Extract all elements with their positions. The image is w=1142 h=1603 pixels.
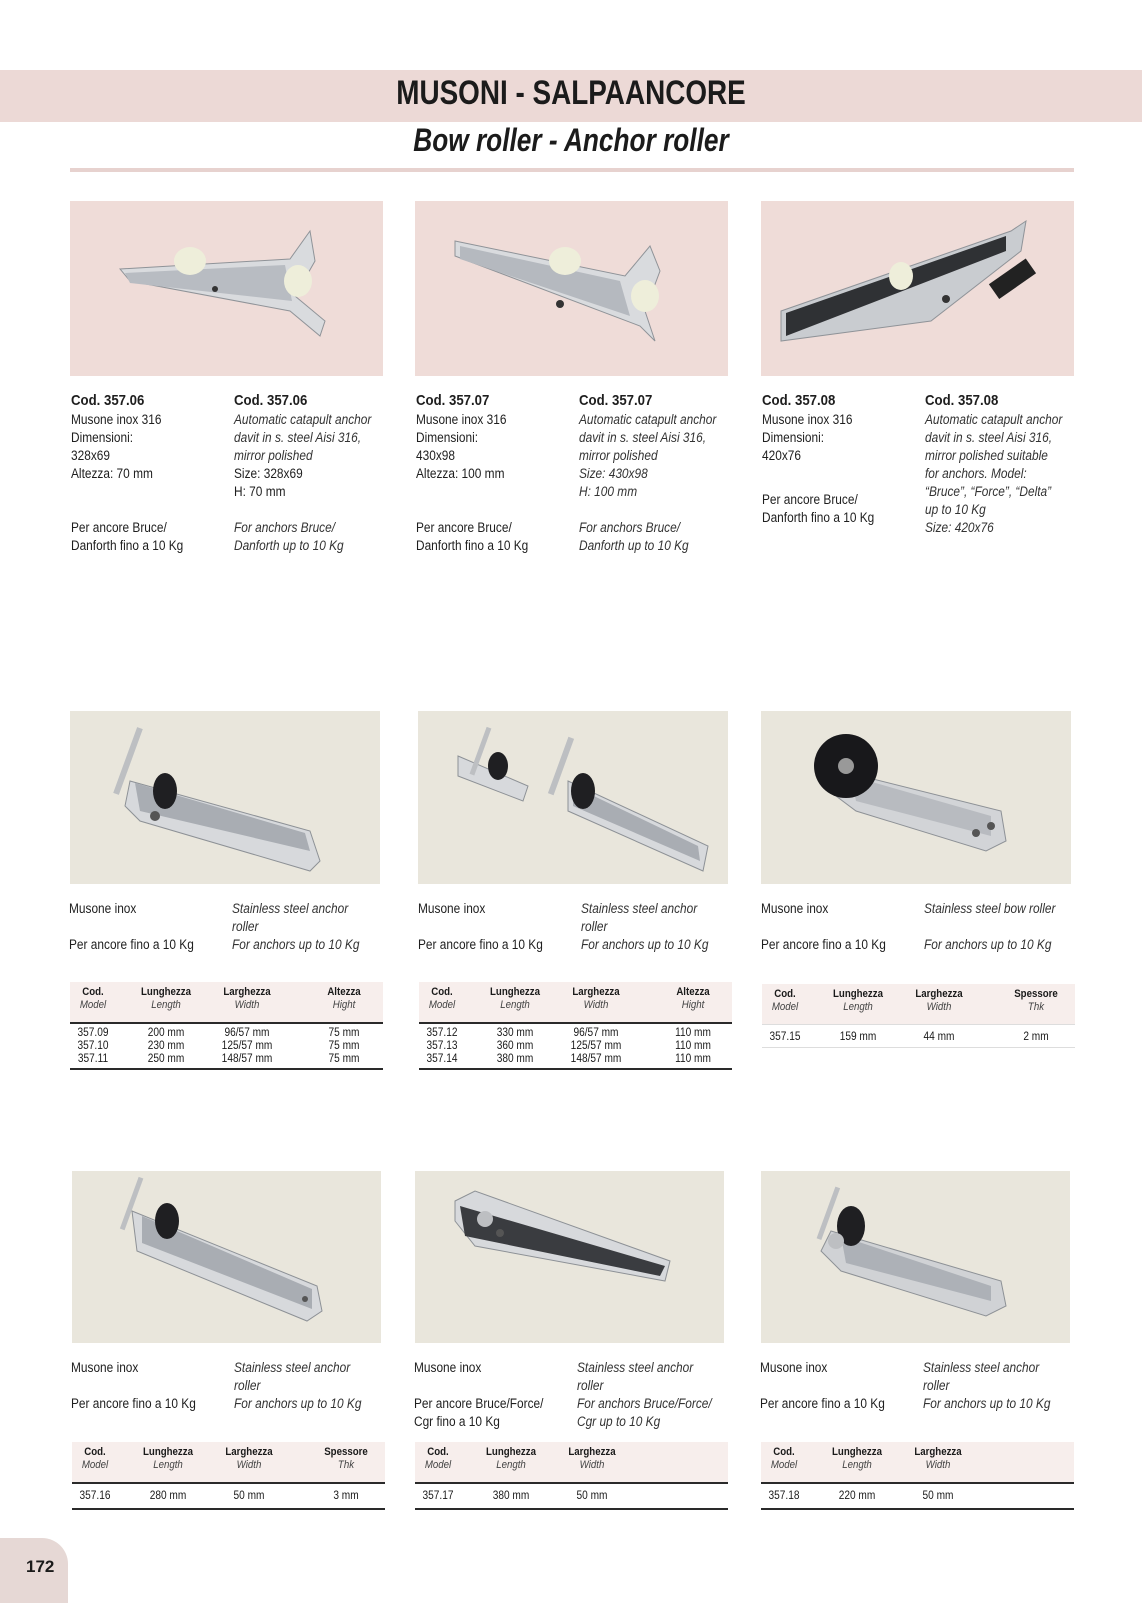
product-name-it: Musone inox — [69, 901, 137, 916]
spec-table — [415, 1442, 728, 1510]
table-cell-width: 148/57 mm — [570, 1053, 622, 1065]
col-header-length: Lunghezza Length — [140, 986, 192, 1011]
table-cell-width: 148/57 mm — [221, 1053, 273, 1065]
product-note-en: For anchors up to 10 Kg — [924, 937, 1052, 952]
product-photo-357-18 — [761, 1171, 1070, 1343]
table-cell-length: 380 mm — [496, 1053, 534, 1065]
col-header-width: Larghezza Width — [223, 986, 271, 1011]
col-header-length: Lunghezza Length — [831, 1446, 883, 1471]
spec-table-header — [70, 982, 383, 1022]
col-header-height: Altezza Hight — [676, 986, 710, 1011]
table-rule — [72, 1508, 385, 1510]
spec-table-header — [761, 1442, 1074, 1482]
product-note-en: For anchors up to 10 Kg — [923, 1396, 1051, 1411]
product-code: Cod. 357.06 — [71, 392, 145, 409]
page-subtitle: Bow roller - Anchor roller — [413, 122, 729, 158]
table-cell-code: 357.13 — [426, 1040, 458, 1052]
product-note-it: Danforth fino a 10 Kg — [71, 538, 184, 553]
product-name-it: Musone inox — [418, 901, 486, 916]
product-name-en: Stainless steel anchor — [577, 1360, 694, 1375]
table-cell-height: 110 mm — [675, 1027, 711, 1039]
table-body — [70, 1024, 383, 1068]
product-desc-en: davit in s. steel Aisi 316, — [234, 430, 362, 445]
spec-table-header — [419, 982, 732, 1022]
page-title: MUSONI - SALPAANCORE — [396, 74, 746, 112]
product-name-en: roller — [581, 919, 608, 934]
product-note-en: Danforth up to 10 Kg — [579, 538, 689, 553]
table-cell-length: 230 mm — [147, 1040, 185, 1052]
product-photo-357-12 — [418, 711, 728, 884]
product-note-it: Per ancore Bruce/Force/ — [414, 1396, 544, 1411]
table-cell-thickness: 2 mm — [1023, 1031, 1049, 1043]
table-cell-code: 357.16 — [79, 1490, 111, 1502]
col-header-width: Larghezza Width — [572, 986, 620, 1011]
product-photo-357-06 — [70, 201, 383, 376]
product-desc-en: “Bruce”, “Force”, “Delta” — [925, 484, 1052, 499]
table-cell-height: 75 mm — [328, 1027, 360, 1039]
col-header-code: Cod. Model — [428, 986, 456, 1011]
table-body — [419, 1024, 732, 1068]
product-note-it: Per ancore fino a 10 Kg — [760, 1396, 885, 1411]
col-header-code: Cod. Model — [79, 986, 107, 1011]
product-desc-it: Musone inox 316 — [762, 412, 853, 427]
col-header-code: Cod. Model — [424, 1446, 452, 1471]
table-cell-height: 110 mm — [675, 1040, 711, 1052]
table-cell-length: 200 mm — [147, 1027, 185, 1039]
table-cell-length: 360 mm — [496, 1040, 534, 1052]
product-note-en: For anchors Bruce/Force/ — [577, 1396, 712, 1411]
product-name-en: roller — [923, 1378, 950, 1393]
product-note-it: Cgr fino a 10 Kg — [414, 1414, 500, 1429]
product-note-it: Per ancore fino a 10 Kg — [71, 1396, 196, 1411]
product-code: Cod. 357.06 — [234, 392, 308, 409]
product-name-en: roller — [234, 1378, 261, 1393]
product-note-en: For anchors up to 10 Kg — [232, 937, 360, 952]
spec-table-header — [72, 1442, 385, 1482]
table-cell-length: 220 mm — [838, 1490, 876, 1502]
product-desc-it: Musone inox 316 — [416, 412, 507, 427]
table-cell-height: 75 mm — [328, 1053, 360, 1065]
spec-table — [419, 982, 732, 1070]
product-photo-357-16 — [72, 1171, 381, 1343]
table-rule — [415, 1508, 728, 1510]
product-desc-it: Dimensioni: — [762, 430, 825, 445]
product-note-it: Danforth fino a 10 Kg — [762, 510, 875, 525]
spec-table — [762, 984, 1075, 1048]
spec-table — [72, 1442, 385, 1510]
table-cell-width: 50 mm — [922, 1490, 954, 1502]
product-desc-it: Dimensioni: — [71, 430, 134, 445]
table-cell-width: 50 mm — [576, 1490, 608, 1502]
product-note-en: For anchors Bruce/ — [579, 520, 681, 535]
table-cell-width: 125/57 mm — [221, 1040, 273, 1052]
product-name-en: roller — [577, 1378, 604, 1393]
page-number: 172 — [26, 1557, 55, 1576]
product-note-it: Per ancore fino a 10 Kg — [418, 937, 543, 952]
product-name-en: Stainless steel anchor — [923, 1360, 1040, 1375]
table-cell-code: 357.10 — [77, 1040, 109, 1052]
table-cell-thickness: 3 mm — [333, 1490, 359, 1502]
product-desc-en: Size: 430x98 — [579, 466, 648, 481]
spec-table — [761, 1442, 1074, 1510]
table-rule — [70, 1068, 383, 1070]
product-note-it: Per ancore Bruce/ — [762, 492, 858, 507]
product-desc-it: 430x98 — [416, 448, 455, 463]
col-header-width: Larghezza Width — [914, 1446, 962, 1471]
col-header-length: Lunghezza Length — [832, 988, 884, 1013]
table-rule — [419, 1068, 732, 1070]
product-note-it: Per ancore Bruce/ — [71, 520, 167, 535]
product-name-en: Stainless steel anchor — [234, 1360, 351, 1375]
product-photo-357-07 — [415, 201, 728, 376]
product-note-it: Per ancore fino a 10 Kg — [69, 937, 194, 952]
product-desc-it: Altezza: 70 mm — [71, 466, 153, 481]
product-name-it: Musone inox — [760, 1360, 828, 1375]
table-cell-length: 159 mm — [839, 1031, 877, 1043]
product-photo-357-08 — [761, 201, 1074, 376]
product-desc-it: Musone inox 316 — [71, 412, 162, 427]
product-desc-en: mirror polished suitable — [925, 448, 1048, 463]
table-cell-code: 357.15 — [769, 1031, 801, 1043]
table-body — [72, 1484, 385, 1508]
table-body — [762, 1025, 1075, 1047]
product-desc-en: H: 70 mm — [234, 484, 286, 499]
table-body — [415, 1484, 728, 1508]
product-desc-en: up to 10 Kg — [925, 502, 986, 517]
table-cell-code: 357.09 — [77, 1027, 109, 1039]
table-cell-width: 96/57 mm — [573, 1027, 619, 1039]
product-desc-it: Dimensioni: — [416, 430, 479, 445]
table-cell-length: 250 mm — [147, 1053, 185, 1065]
product-note-it: Per ancore fino a 10 Kg — [761, 937, 886, 952]
col-header-thickness: Spessore Thk — [1014, 988, 1058, 1013]
col-header-height: Altezza Hight — [327, 986, 361, 1011]
product-photo-357-17 — [415, 1171, 724, 1343]
product-note-en: For anchors up to 10 Kg — [234, 1396, 362, 1411]
product-note-en: For anchors Bruce/ — [234, 520, 336, 535]
table-cell-width: 125/57 mm — [570, 1040, 622, 1052]
product-name-it: Musone inox — [414, 1360, 482, 1375]
table-cell-width: 44 mm — [923, 1031, 955, 1043]
table-rule — [761, 1508, 1074, 1510]
product-note-it: Danforth fino a 10 Kg — [416, 538, 529, 553]
product-photo-357-15 — [761, 711, 1071, 884]
product-desc-en: Automatic catapult anchor — [234, 412, 372, 427]
product-name-en: Stainless steel anchor — [581, 901, 698, 916]
col-header-length: Lunghezza Length — [485, 1446, 537, 1471]
product-desc-en: Size: 328x69 — [234, 466, 303, 481]
col-header-code: Cod. Model — [771, 988, 799, 1013]
table-cell-code: 357.18 — [768, 1490, 800, 1502]
col-header-length: Lunghezza Length — [489, 986, 541, 1011]
product-name-en: roller — [232, 919, 259, 934]
product-desc-en: mirror polished — [234, 448, 313, 463]
col-header-length: Lunghezza Length — [142, 1446, 194, 1471]
product-desc-en: davit in s. steel Aisi 316, — [925, 430, 1053, 445]
table-cell-code: 357.17 — [422, 1490, 454, 1502]
col-header-width: Larghezza Width — [225, 1446, 273, 1471]
product-note-en: Danforth up to 10 Kg — [234, 538, 344, 553]
product-desc-en: H: 100 mm — [579, 484, 638, 499]
product-code: Cod. 357.07 — [416, 392, 490, 409]
table-cell-height: 110 mm — [675, 1053, 711, 1065]
product-note-en: For anchors up to 10 Kg — [581, 937, 709, 952]
product-desc-en: davit in s. steel Aisi 316, — [579, 430, 707, 445]
product-desc-it: Altezza: 100 mm — [416, 466, 505, 481]
table-cell-width: 50 mm — [233, 1490, 265, 1502]
col-header-width: Larghezza Width — [568, 1446, 616, 1471]
table-cell-length: 380 mm — [492, 1490, 530, 1502]
product-name-en: Stainless steel bow roller — [924, 901, 1056, 916]
header-divider — [70, 168, 1074, 172]
product-name-it: Musone inox — [761, 901, 829, 916]
product-desc-en: Size: 420x76 — [925, 520, 994, 535]
product-desc-en: for anchors. Model: — [925, 466, 1027, 481]
spec-table — [70, 982, 383, 1070]
table-cell-code: 357.12 — [426, 1027, 458, 1039]
product-name-it: Musone inox — [71, 1360, 139, 1375]
product-desc-en: mirror polished — [579, 448, 658, 463]
product-note-it: Per ancore Bruce/ — [416, 520, 512, 535]
table-cell-code: 357.14 — [426, 1053, 458, 1065]
table-cell-length: 280 mm — [149, 1490, 187, 1502]
col-header-code: Cod. Model — [81, 1446, 109, 1471]
product-desc-it: 328x69 — [71, 448, 110, 463]
product-name-en: Stainless steel anchor — [232, 901, 349, 916]
table-cell-length: 330 mm — [496, 1027, 534, 1039]
col-header-width: Larghezza Width — [915, 988, 963, 1013]
col-header-thickness: Spessore Thk — [324, 1446, 368, 1471]
product-photo-357-09 — [70, 711, 380, 884]
product-desc-it: 420x76 — [762, 448, 801, 463]
table-body — [761, 1484, 1074, 1508]
product-code: Cod. 357.08 — [762, 392, 836, 409]
product-desc-en: Automatic catapult anchor — [579, 412, 717, 427]
table-cell-width: 96/57 mm — [224, 1027, 270, 1039]
table-rule — [762, 1047, 1075, 1048]
product-code: Cod. 357.07 — [579, 392, 653, 409]
product-desc-en: Automatic catapult anchor — [925, 412, 1063, 427]
table-cell-height: 75 mm — [328, 1040, 360, 1052]
spec-table-header — [762, 984, 1075, 1024]
product-note-en: Cgr up to 10 Kg — [577, 1414, 661, 1429]
col-header-code: Cod. Model — [770, 1446, 798, 1471]
table-cell-code: 357.11 — [77, 1053, 109, 1065]
spec-table-header — [415, 1442, 728, 1482]
product-code: Cod. 357.08 — [925, 392, 999, 409]
